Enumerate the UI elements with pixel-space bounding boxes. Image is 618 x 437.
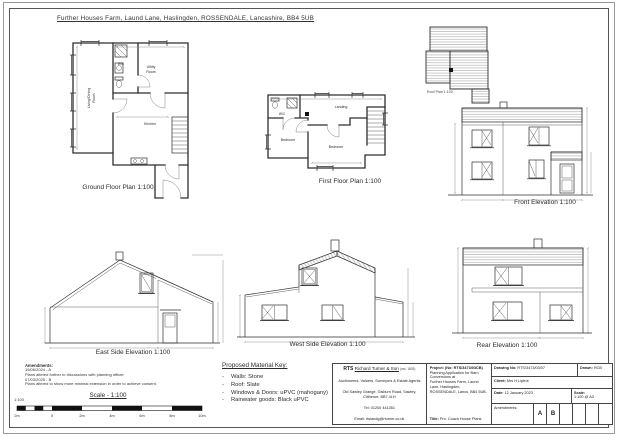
sheet-title: Further Houses Farm, Laund Lane, Haslingden, ROSSENDALE, Lancashire, BB4 5UB: [57, 15, 315, 22]
ground-floor-plan-label: Ground Floor Plan 1:100: [82, 184, 154, 191]
scale-tick: 4m: [109, 414, 115, 418]
room-label-utility-2: Room: [146, 70, 156, 74]
chimney-mark: [449, 68, 453, 72]
project-title-value: Pro. Coach House Plans: [439, 417, 482, 422]
material-key: [222, 362, 336, 405]
title-block-info: [492, 364, 612, 424]
amendments-label-cell: Amendments:: [492, 404, 534, 424]
client-cell: Client: Mrs H Liptrot: [494, 378, 529, 383]
roof-slope-left: [299, 251, 337, 270]
building-outline: [463, 239, 583, 333]
windows: [138, 273, 155, 294]
firm-tel: Tel: 01200 441351: [363, 406, 396, 410]
firm-address: Old Sawley Grange, Gisburn Road, Sawley, Clitheroe, BB7 4LH: [342, 390, 417, 399]
stairs: [367, 111, 385, 143]
revision-cell-empty: [560, 404, 573, 424]
west-side-elevation-label: West Side Elevation 1:100: [289, 341, 366, 348]
room-label-kitchen: Kitchen: [144, 122, 156, 126]
scale-bar: [12, 404, 212, 422]
material-key-heading: Proposed Material Key:: [222, 362, 288, 369]
revision-cell-empty: [586, 404, 599, 424]
material-key-item: - Walls: Stone: [222, 374, 264, 380]
project-line-2: Further Houses Farm, Laund Lane, Haslingden, ROSSENDALE, Lancs, BB4 5UB.: [429, 380, 487, 394]
revision-cell-empty: [599, 404, 612, 424]
scale-title: Scale - 1:100: [89, 392, 127, 399]
room-label-bedroom-main: Bedroom: [328, 145, 344, 149]
drawn-cell: Drawn: RCB: [580, 365, 602, 370]
east-side-elevation-drawing: [40, 245, 230, 360]
fixture-icons: [271, 98, 309, 116]
title-block-project: [427, 364, 492, 424]
room-label-wc: W/C: [278, 112, 286, 116]
window-marks: [265, 92, 388, 171]
scale-tick: 2m: [79, 414, 85, 418]
room-label-landing: Landing: [334, 105, 348, 109]
scale-tick: 0: [50, 414, 54, 418]
chimney: [116, 252, 123, 260]
material-key-item: - Rainwater goods: Black uPVC: [222, 397, 309, 404]
amendments-heading: Amendments:: [25, 363, 53, 368]
revision-cell-empty: [573, 404, 586, 424]
room-label-bedroom-left: Bedroom: [280, 138, 296, 142]
scale-bar-ticks: [14, 414, 205, 418]
info-row-date-scale: [492, 389, 612, 404]
scale-tick: 10m: [198, 414, 206, 418]
doors: [283, 118, 339, 137]
drawing-no-cell: Drawing No: RTS/3473/03/07: [492, 364, 578, 376]
amendment-line: Plans altered to show more minimal extension in order to achieve consent.: [25, 381, 157, 387]
scale-cell: Scale: 1:100 @ A3: [574, 390, 594, 400]
room-label-living-2: Room: [92, 93, 96, 103]
material-key-item: - Windows & Doors: uPVC (mahogany): [222, 389, 328, 396]
title-block: [332, 363, 613, 425]
front-elevation-label: Front Elevation 1:100: [514, 199, 576, 206]
info-row-amendments: [492, 404, 612, 424]
revision-cell-b: B: [547, 404, 560, 424]
room-labels: [279, 105, 348, 149]
scale-ratio: 1:100: [14, 397, 25, 402]
rear-elevation-label: Rear Elevation 1:100: [476, 342, 538, 349]
project-title-line: [430, 417, 488, 422]
toilet-icon: [271, 98, 279, 101]
material-key-item: - Roof: Slate: [222, 381, 260, 388]
firm-est: (est. 1803): [400, 367, 416, 371]
building-outline: [50, 252, 213, 343]
roof-slope-right: [337, 251, 375, 273]
room-label-living-1: Living/Dining: [87, 87, 91, 109]
firm-tagline: Auctioneers, Valuers, Surveyors & Estate Agents: [338, 378, 421, 383]
flue-mark: [305, 112, 309, 116]
east-side-elevation-label: East Side Elevation 1:100: [95, 349, 171, 356]
date-cell: Date: 12 January 2023: [492, 389, 572, 403]
west-side-elevation-drawing: [235, 235, 420, 350]
firm-abbr: RTS: [343, 366, 354, 372]
windows: [470, 127, 551, 180]
info-row-client: [492, 377, 612, 389]
project-number: Project: (No: RTS/3473/03CB): [429, 366, 483, 370]
toilet-icon: [115, 77, 123, 80]
amendment-line: 19/06/2024 - A: [25, 367, 52, 373]
chimney: [331, 240, 339, 251]
stairs: [172, 117, 188, 153]
porch: [551, 152, 582, 195]
amendment-line: 07/03/2025 - B: [25, 376, 52, 382]
firm-name-line: [336, 366, 423, 372]
scale-tick: 8m: [169, 414, 175, 418]
first-floor-plan-label: First Floor Plan 1:100: [318, 178, 382, 185]
project-line-1: Planning Application for Barn Conversions at: [429, 370, 479, 380]
scale-bar-segments: [17, 406, 202, 411]
dimension-lines: [239, 268, 413, 343]
ground-floor-plan-drawing: [55, 35, 205, 199]
firm-name: Richard Turner & Son: [354, 366, 399, 371]
room-label-wc: W/C: [117, 62, 125, 66]
building-outline: [462, 102, 582, 195]
chimney: [500, 102, 507, 108]
roof-band: [463, 248, 583, 265]
amendment-line: Plans altered further to discussions with planning officer.: [25, 371, 125, 377]
walls: [268, 95, 385, 168]
rear-elevation-drawing: [450, 235, 600, 350]
info-row-drawing: [492, 364, 612, 377]
room-label-utility-1: Utility: [146, 65, 156, 69]
scale-tick: 2m: [14, 414, 20, 418]
project-title-label: Title:: [429, 417, 439, 422]
scale-tick: 6m: [139, 414, 145, 418]
windows: [491, 267, 574, 321]
revision-cell-a: A: [534, 404, 547, 424]
roof-plan-label: Roof Plan 1:100: [427, 90, 453, 94]
walls: [73, 43, 188, 198]
windows: [260, 268, 345, 321]
front-elevation-drawing: [445, 100, 595, 212]
chimney: [534, 239, 542, 248]
firm-email: Email: rtslandg@rturner.co.uk: [354, 417, 405, 422]
title-block-firm: [333, 364, 427, 424]
door: [160, 310, 181, 343]
dimension-lines: [44, 255, 223, 349]
first-floor-plan-drawing: [255, 85, 390, 180]
amendments-note: [25, 363, 185, 387]
building-outline: [245, 240, 403, 337]
room-labels: [87, 62, 156, 126]
roof-band: [462, 108, 582, 122]
